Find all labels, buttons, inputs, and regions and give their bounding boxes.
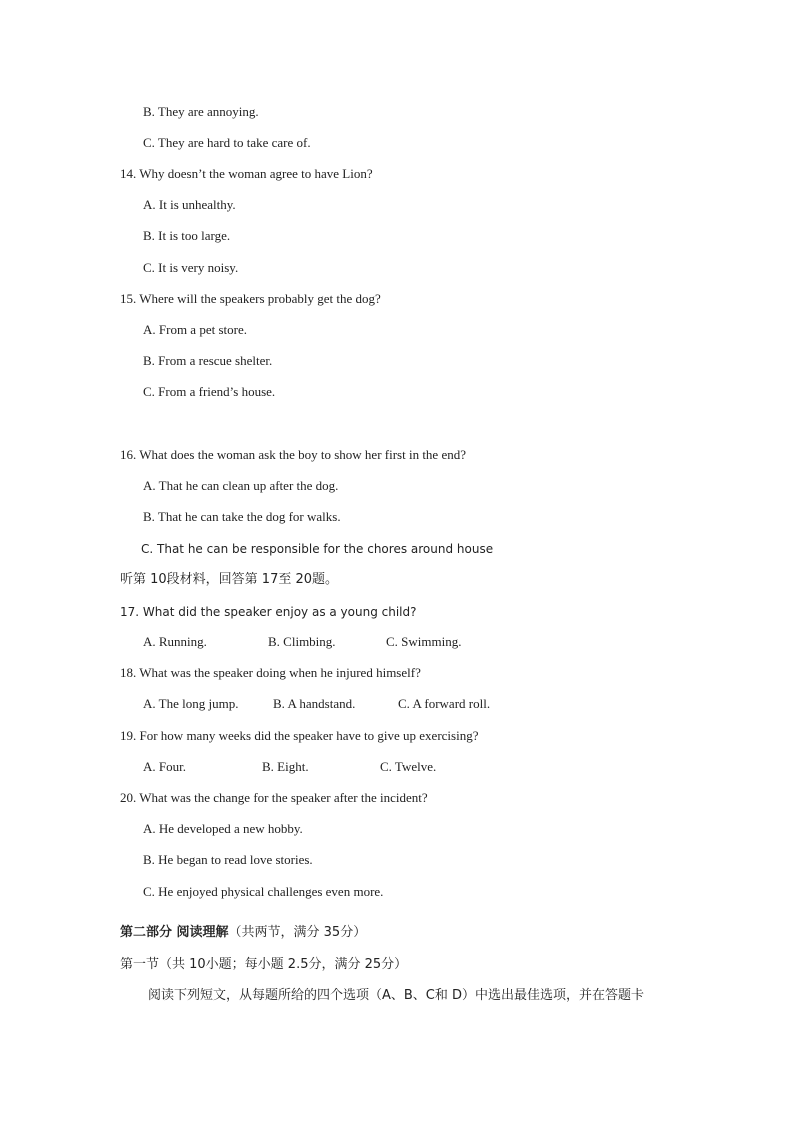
- part2-instructions: 阅读下列短文，从每题所给的四个选项（A、B、C和 D）中选出最佳选项，并在答题卡: [148, 988, 645, 1003]
- q20-option-a: A. He developed a new hobby.: [143, 821, 303, 836]
- q19-option-b: B. Eight.: [262, 759, 309, 774]
- q17-option-a: A. Running.: [143, 634, 207, 649]
- q14-question: 14. Why doesn’t the woman agree to have Lion?: [120, 166, 373, 181]
- q13-option-c: C. They are hard to take care of.: [143, 135, 311, 150]
- part2-heading: [120, 925, 366, 941]
- q17-option-b: B. Climbing.: [268, 634, 336, 649]
- q17-question: 17. What did the speaker enjoy as a young child?: [120, 605, 417, 619]
- part2-heading-rest: （共两节，满分 35分）: [228, 925, 367, 940]
- q18-option-a: A. The long jump.: [143, 696, 239, 711]
- q16-option-c: C. That he can be responsible for the chores around house: [141, 542, 494, 556]
- q18-option-c: C. A forward roll.: [398, 696, 491, 711]
- section10-intro: 听第 10段材料，回答第 17至 20题。: [120, 572, 339, 587]
- part2-heading-bold: 第二部分 阅读理解: [120, 925, 229, 940]
- q16-question: 16. What does the woman ask the boy to show her first in the end?: [120, 447, 466, 462]
- q14-option-c: C. It is very noisy.: [143, 260, 239, 275]
- q20-option-b: B. He began to read love stories.: [143, 852, 313, 867]
- q14-option-a: A. It is unhealthy.: [143, 197, 236, 212]
- q14-option-b: B. It is too large.: [143, 228, 231, 243]
- q19-option-a: A. Four.: [143, 759, 186, 774]
- part2-section1: 第一节（共 10小题；每小题 2.5分，满分 25分）: [120, 957, 408, 972]
- q20-option-c: C. He enjoyed physical challenges even more.: [143, 884, 384, 899]
- q15-question: 15. Where will the speakers probably get the dog?: [120, 291, 381, 306]
- q18-option-b: B. A handstand.: [273, 696, 356, 711]
- q19-question: 19. For how many weeks did the speaker have to give up exercising?: [120, 728, 479, 743]
- q20-question: 20. What was the change for the speaker after the incident?: [120, 790, 428, 805]
- q15-option-b: B. From a rescue shelter.: [143, 353, 273, 368]
- q15-option-c: C. From a friend’s house.: [143, 384, 276, 399]
- q16-option-b: B. That he can take the dog for walks.: [143, 509, 341, 524]
- q13-option-b: B. They are annoying.: [143, 104, 259, 119]
- q15-option-a: A. From a pet store.: [143, 322, 247, 337]
- q18-question: 18. What was the speaker doing when he injured himself?: [120, 665, 421, 680]
- q16-option-a: A. That he can clean up after the dog.: [143, 478, 339, 493]
- q19-option-c: C. Twelve.: [380, 759, 437, 774]
- q17-option-c: C. Swimming.: [386, 634, 462, 649]
